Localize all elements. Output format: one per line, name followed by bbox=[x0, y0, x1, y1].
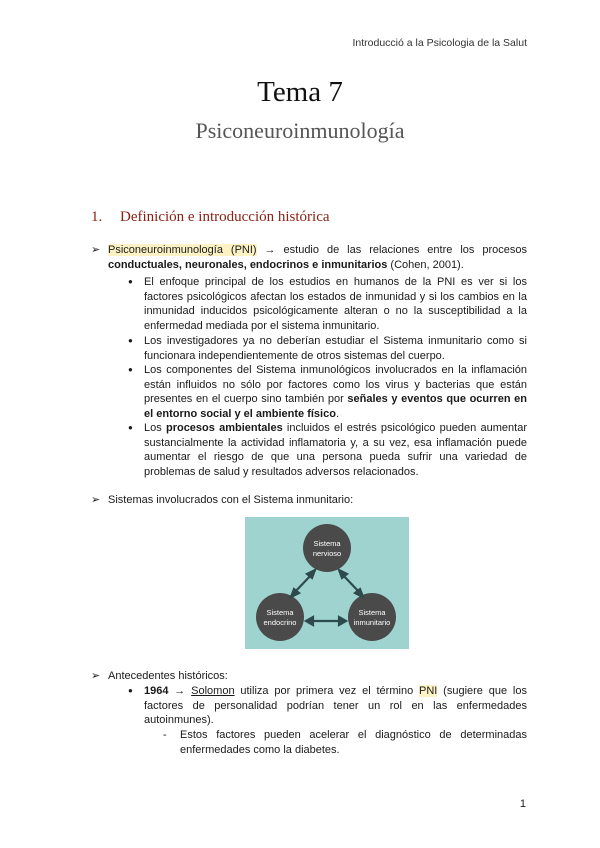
bullet-text: El enfoque principal de los estudios en humanos de la PNI es ver si los factores psicológicos afectan los estados de inmunidad y si los cambios en la inmunidad inducidos psicológicamente alteran o no la susceptibilidad a la enfermedad mediada por el sistema inmunitario. bbox=[144, 276, 527, 332]
bullet-icon: ● bbox=[128, 365, 133, 374]
bold-text: señales y eventos que ocurren en el entorno social y el ambiente físico bbox=[144, 393, 528, 420]
history-heading: Antecedentes históricos: bbox=[108, 670, 228, 682]
node-endocrine-system bbox=[256, 593, 304, 641]
pni-definition bbox=[108, 243, 527, 272]
arrow-bullet-icon: ➢ bbox=[91, 494, 101, 506]
bullet-text-part: . bbox=[335, 407, 340, 420]
list-item bbox=[128, 275, 527, 333]
node-label: Sistema bbox=[313, 539, 341, 548]
bullet-text-part: Los componentes del Sistema inmunológicos involucrados en la inflamación están influidos no sólo por factores como los virus y bacterias que están presentes en el cuerpo sino también por bbox=[144, 364, 527, 406]
node-nervous-system bbox=[303, 524, 351, 572]
person-name: Solomon bbox=[191, 685, 235, 697]
diagram-svg bbox=[245, 517, 409, 649]
arrow-bullet-icon: ➢ bbox=[91, 670, 101, 682]
list-item bbox=[128, 684, 527, 728]
dash-bullet-icon: - bbox=[163, 729, 167, 741]
sub-list-item bbox=[163, 728, 527, 757]
bold-text: procesos ambientales bbox=[165, 422, 283, 434]
sub-bullet-text: Estos factores pueden acelerar el diagnóstico de determinadas enfermedades como la diabetes. bbox=[180, 729, 527, 756]
page-title: Tema 7 bbox=[257, 76, 343, 108]
node-label: nervioso bbox=[312, 549, 342, 558]
bold-text: conductuales, neuronales, endocrinos e inmunitarios bbox=[108, 258, 388, 271]
arrow-text: → bbox=[168, 685, 192, 697]
bullet-text-part: (sugiere que los factores de personalidad podrían tener un rol en las enfermedades autoinmunes). bbox=[144, 685, 527, 727]
node-immune-system bbox=[348, 593, 396, 641]
bullet-icon: ● bbox=[128, 336, 133, 345]
node-label: inmunitario bbox=[353, 618, 391, 627]
arrow-bullet-icon: ➢ bbox=[91, 244, 101, 256]
node-label: Sistema bbox=[266, 608, 294, 617]
bullet-text-part: Los bbox=[144, 422, 166, 434]
citation: (Cohen, 2001). bbox=[387, 258, 464, 271]
bullet-text-part: incluidos el estrés psicológico pueden aumentar sustancialmente la actividad inflamatoria y, a su vez, esa inflamación puede aumentar el riesgo de que una persona pueda sufrir una variedad de problemas de salud y resultados adversos relacionados. bbox=[144, 422, 527, 478]
definition-text: → estudio de las relaciones entre los procesos bbox=[256, 244, 527, 256]
immune-systems-diagram bbox=[245, 517, 409, 649]
bullet-text bbox=[144, 363, 527, 421]
systems-text: Sistemas involucrados con el Sistema inmunitario: bbox=[108, 494, 354, 506]
list-item bbox=[128, 421, 527, 479]
year: 1964 bbox=[144, 685, 169, 697]
bullet-text: Los investigadores ya no deberían estudiar el Sistema inmunitario como si funcionara independientemente de otros sistemas del cuerpo. bbox=[144, 335, 527, 362]
page-subtitle: Psiconeuroinmunología bbox=[195, 118, 405, 143]
section-heading bbox=[91, 209, 330, 226]
page-number: 1 bbox=[519, 798, 526, 810]
section-title: Definición e introducción histórica bbox=[120, 209, 330, 225]
running-header: Introducció a la Psicologia de la Salut bbox=[352, 37, 527, 49]
list-item bbox=[128, 334, 527, 363]
bullet-icon: ● bbox=[128, 423, 133, 432]
list-item bbox=[128, 363, 527, 421]
bullet-icon: ● bbox=[128, 686, 133, 695]
section-number: 1. bbox=[91, 209, 103, 225]
bullet-icon: ● bbox=[128, 277, 133, 286]
bullet-text bbox=[144, 684, 527, 728]
list-item-pni bbox=[91, 243, 527, 272]
node-label: Sistema bbox=[358, 608, 386, 617]
node-label: endocrino bbox=[263, 618, 297, 627]
bullet-text-part: utiliza por primera vez el término bbox=[234, 685, 420, 697]
list-item-history bbox=[91, 669, 527, 684]
list-item-systems bbox=[91, 493, 527, 508]
bullet-text bbox=[144, 421, 527, 479]
highlighted-term: Psiconeuroinmunología (PNI) bbox=[108, 244, 257, 256]
highlighted-term: PNI bbox=[419, 685, 438, 697]
